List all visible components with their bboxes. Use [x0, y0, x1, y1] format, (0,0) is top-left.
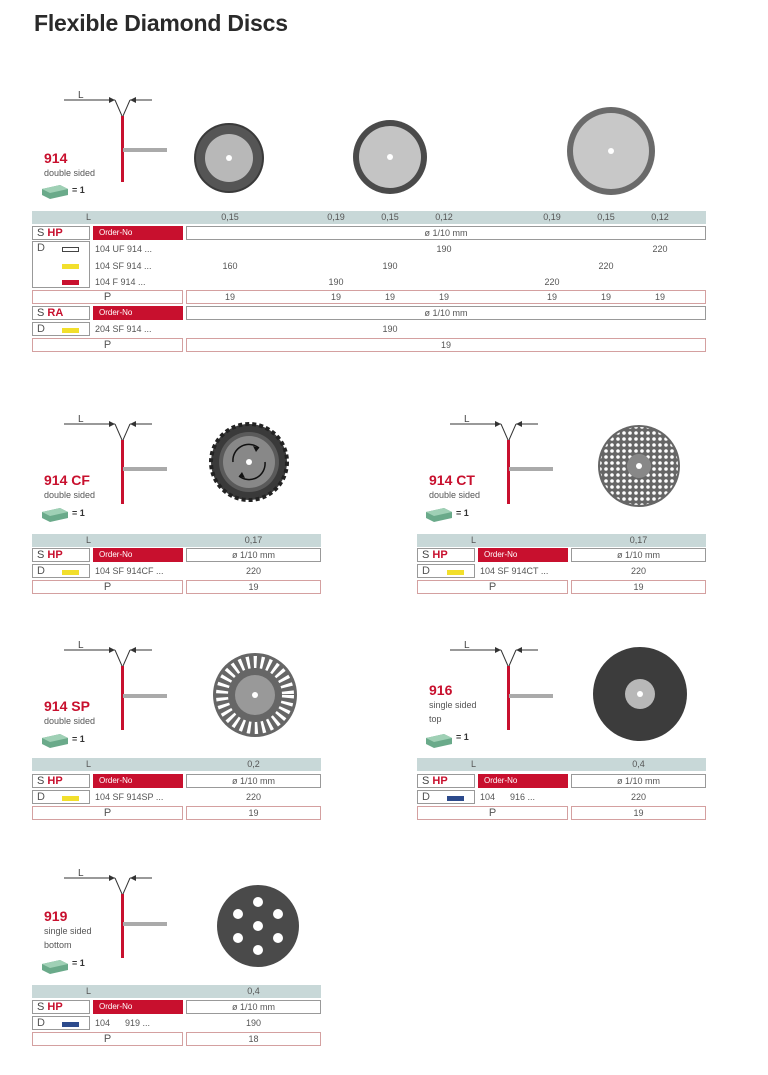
d-label-box: D [32, 322, 90, 336]
pack-box-icon [42, 183, 70, 199]
d-label-box: D [32, 564, 90, 578]
d-label-box: D [417, 564, 475, 578]
product-desc: double sided [429, 490, 481, 500]
single-sided-bottom-disc-image [216, 884, 300, 968]
swatch-yellow [62, 264, 79, 269]
svg-text:L: L [78, 640, 84, 651]
svg-text:L: L [78, 90, 84, 101]
diameter-header: ø 1/10 mm [571, 774, 706, 788]
order-number: 104 916 ... [480, 792, 536, 802]
l-label: L [86, 986, 92, 996]
product-desc: double sided [44, 716, 96, 726]
order-number: 104 UF 914 ... [95, 244, 153, 254]
pack-qty: = 1 [72, 508, 85, 518]
pack-box-icon [42, 958, 70, 974]
svg-text:L: L [78, 414, 84, 425]
order-no-header: Order-No [93, 774, 183, 788]
l-value: 0,17 [244, 535, 263, 545]
order-no-header: Order-No [93, 1000, 183, 1014]
pack-value: 19 [330, 292, 341, 302]
shank-hp-label: S HP [417, 774, 475, 788]
pack-value: 19 [186, 806, 321, 820]
order-number: 104 SF 914SP ... [95, 792, 164, 802]
pack-value: 19 [571, 806, 706, 820]
swatch-yellow [62, 328, 79, 333]
l-value: 0,15 [381, 212, 399, 222]
l-value: 0,12 [651, 212, 669, 222]
svg-text:L: L [464, 640, 470, 651]
d-label-box: D [32, 1016, 90, 1030]
pack-box-icon [42, 506, 70, 522]
diameter-value: 190 [382, 324, 398, 334]
product-code: 914 SP [44, 698, 90, 714]
swatch-outline [62, 247, 79, 252]
l-value: 0,17 [629, 535, 648, 545]
product-desc: single sided [429, 700, 477, 710]
svg-text:L: L [464, 414, 470, 425]
diameter-value: 220 [630, 566, 647, 576]
diameter-value: 220 [630, 792, 647, 802]
l-label: L [86, 759, 92, 769]
shank-hp-label: S HP [32, 226, 90, 240]
l-value: 0,2 [247, 759, 260, 769]
pack-qty: = 1 [72, 185, 85, 195]
l-value: 0,4 [247, 986, 260, 996]
l-value: 0,12 [435, 212, 453, 222]
product-desc: double sided [44, 490, 96, 500]
pack-value: 19 [600, 292, 611, 302]
pack-box-icon [42, 732, 70, 748]
l-label: L [86, 535, 92, 545]
p-label: P [32, 290, 183, 304]
d-label-box: D [32, 241, 90, 288]
pack-value: 19 [438, 292, 449, 302]
diameter-value: 220 [544, 277, 560, 287]
product-desc: bottom [44, 940, 72, 950]
pack-value: 19 [186, 580, 321, 594]
shank-ra-label: S RA [32, 306, 90, 320]
pack-box-icon [426, 506, 454, 522]
perforated-disc-image [597, 424, 681, 508]
order-no-header: Order-No [478, 548, 568, 562]
pack-value: 19 [654, 292, 665, 302]
swatch-yellow [447, 570, 464, 575]
diameter-header: ø 1/10 mm [571, 548, 706, 562]
diameter-header: ø 1/10 mm [186, 774, 321, 788]
diameter-value: 190 [382, 261, 398, 271]
pack-qty: = 1 [72, 734, 85, 744]
disc-medium-image [352, 119, 428, 195]
pack-value: 19 [224, 292, 235, 302]
l-label: L [86, 212, 92, 222]
order-number: 104 SF 914 ... [95, 261, 152, 271]
shank-hp-label: S HP [32, 548, 90, 562]
diameter-value: 190 [436, 244, 452, 254]
p-label: P [32, 580, 183, 594]
order-no-header: Order-No [93, 548, 183, 562]
diameter-value: 190 [328, 277, 344, 287]
diameter-value: 220 [598, 261, 614, 271]
shank-hp-label: S HP [32, 774, 90, 788]
single-sided-top-disc-image [592, 646, 688, 742]
l-value: 0,19 [543, 212, 561, 222]
swatch-yellow [62, 570, 79, 575]
p-label: P [32, 806, 183, 820]
diameter-header: ø 1/10 mm [186, 1000, 321, 1014]
order-number: 104 F 914 ... [95, 277, 146, 287]
pack-value: 19 [384, 292, 395, 302]
diameter-value: 220 [652, 244, 668, 254]
pack-value: 19 [546, 292, 557, 302]
l-value: 0,19 [327, 212, 345, 222]
pack-qty: = 1 [456, 732, 469, 742]
order-number: 104 SF 914CF ... [95, 566, 164, 576]
order-no-header: Order-No [478, 774, 568, 788]
product-desc: single sided [44, 926, 92, 936]
shank-hp-label: S HP [32, 1000, 90, 1014]
swatch-red [62, 280, 79, 285]
swatch-blue [447, 796, 464, 801]
page-title: Flexible Diamond Discs [34, 10, 288, 36]
swatch-blue [62, 1022, 79, 1027]
thickness-diagram-icon [446, 636, 556, 736]
pack-qty: = 1 [456, 508, 469, 518]
serrated-disc-image [211, 424, 287, 500]
disc-large-image [566, 106, 656, 196]
order-number: 104 SF 914CT ... [480, 566, 549, 576]
p-label: P [32, 1032, 183, 1046]
pack-value: 18 [186, 1032, 321, 1046]
l-value: 0,4 [632, 759, 645, 769]
product-desc: top [429, 714, 442, 724]
disc-small-image [193, 122, 265, 194]
l-value: 0,15 [597, 212, 615, 222]
diameter-value: 220 [245, 566, 262, 576]
pack-value: 19 [186, 338, 706, 352]
product-code: 919 [44, 908, 68, 924]
product-code: 914 CF [44, 472, 90, 488]
shank-hp-label: S HP [417, 548, 475, 562]
diameter-value: 160 [222, 261, 238, 271]
thickness-diagram-icon [60, 864, 170, 964]
l-label: L [471, 535, 477, 545]
product-desc: double sided [44, 168, 96, 178]
order-number: 204 SF 914 ... [95, 324, 152, 334]
diameter-value: 220 [245, 792, 262, 802]
order-no-header: Order-No [93, 226, 183, 240]
product-code: 914 [44, 150, 68, 166]
svg-text:L: L [78, 868, 84, 879]
diameter-header: ø 1/10 mm [186, 226, 706, 240]
p-label: P [417, 806, 568, 820]
product-code: 914 CT [429, 472, 475, 488]
diameter-value: 190 [245, 1018, 262, 1028]
diameter-header: ø 1/10 mm [186, 548, 321, 562]
d-label-box: D [417, 790, 475, 804]
product-code: 916 [429, 682, 453, 698]
pack-qty: = 1 [72, 958, 85, 968]
slotted-disc-image [212, 652, 298, 738]
p-label: P [417, 580, 568, 594]
d-label-box: D [32, 790, 90, 804]
l-label: L [471, 759, 477, 769]
diameter-header: ø 1/10 mm [186, 306, 706, 320]
order-no-header: Order-No [93, 306, 183, 320]
order-number: 104 919 ... [95, 1018, 151, 1028]
swatch-yellow [62, 796, 79, 801]
pack-value: 19 [571, 580, 706, 594]
p-label: P [32, 338, 183, 352]
l-value: 0,15 [221, 212, 239, 222]
pack-box-icon [426, 732, 454, 748]
